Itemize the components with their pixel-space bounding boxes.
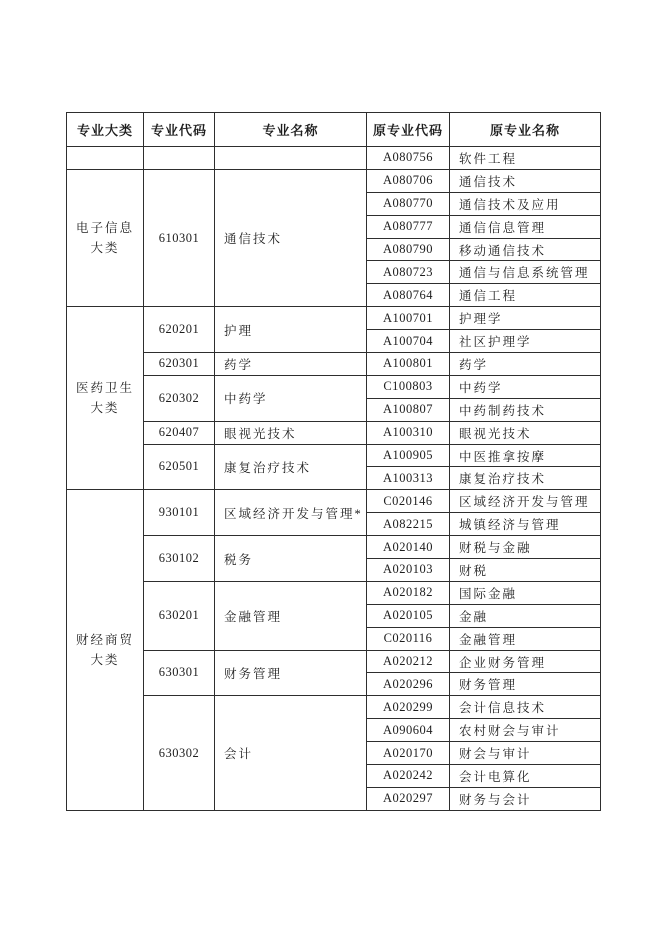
category-cell (67, 307, 144, 490)
old-code-cell: A100807 (367, 398, 450, 421)
old-name-cell: 药学 (450, 353, 601, 376)
category-line: 大类 (90, 241, 120, 256)
category-line: 医药卫生 (75, 381, 134, 396)
category-cell (67, 169, 144, 306)
old-code-cell: A080770 (367, 192, 450, 215)
old-name-cell: 眼视光技术 (450, 421, 601, 444)
category-line: 大类 (90, 653, 120, 668)
category-line: 大类 (90, 401, 120, 416)
major-name-cell: 药学 (215, 353, 367, 376)
old-name-cell: 财会与审计 (450, 742, 601, 765)
old-name-cell: 农村财会与审计 (450, 719, 601, 742)
table-row (67, 147, 601, 170)
majors-table-body (67, 147, 601, 811)
old-name-cell: 金融管理 (450, 627, 601, 650)
old-code-cell: A080723 (367, 261, 450, 284)
category-line: 电子信息 (75, 221, 134, 236)
old-name-cell: 通信技术 (450, 169, 601, 192)
major-name-cell: 康复治疗技术 (215, 444, 367, 490)
category-cell (67, 147, 144, 170)
old-code-cell: A020212 (367, 650, 450, 673)
major-code-cell: 630301 (144, 650, 215, 696)
old-name-cell: 社区护理学 (450, 330, 601, 353)
major-code-cell: 620501 (144, 444, 215, 490)
major-name-cell: 金融管理 (215, 581, 367, 650)
old-name-cell: 中药学 (450, 375, 601, 398)
old-name-cell: 财务与会计 (450, 787, 601, 810)
old-code-cell: C100803 (367, 375, 450, 398)
table-row (67, 696, 601, 719)
category-cell (67, 490, 144, 810)
old-code-cell: A020299 (367, 696, 450, 719)
major-code-cell: 620201 (144, 307, 215, 353)
old-name-cell: 财税与金融 (450, 536, 601, 559)
table-row (67, 375, 601, 398)
old-code-cell: A100310 (367, 421, 450, 444)
old-name-cell: 区域经济开发与管理 (450, 490, 601, 513)
old-name-cell: 中医推拿按摩 (450, 444, 601, 467)
major-name-cell: 通信技术 (215, 169, 367, 306)
major-code-mapping-table (66, 112, 601, 811)
major-name-cell: 会计 (215, 696, 367, 810)
table-header-row (67, 113, 601, 147)
old-code-cell: A020182 (367, 581, 450, 604)
major-code-cell: 630102 (144, 536, 215, 582)
major-name-cell: 财务管理 (215, 650, 367, 696)
old-code-cell: A080756 (367, 147, 450, 170)
old-code-cell: A020140 (367, 536, 450, 559)
major-name-cell: 税务 (215, 536, 367, 582)
old-code-cell: A080706 (367, 169, 450, 192)
old-name-cell: 会计电算化 (450, 765, 601, 788)
old-code-cell: A020105 (367, 604, 450, 627)
old-name-cell: 财务管理 (450, 673, 601, 696)
table-row (67, 353, 601, 376)
old-name-cell: 移动通信技术 (450, 238, 601, 261)
header-cell-old-code: 原专业代码 (367, 113, 450, 147)
table-row (67, 169, 601, 192)
major-name-cell: 区域经济开发与管理* (215, 490, 367, 536)
category-line: 财经商贸 (75, 633, 134, 648)
old-name-cell: 护理学 (450, 307, 601, 330)
table-row (67, 536, 601, 559)
old-code-cell: C020116 (367, 627, 450, 650)
old-code-cell: A100701 (367, 307, 450, 330)
major-code-cell: 630302 (144, 696, 215, 810)
old-code-cell: A020170 (367, 742, 450, 765)
old-name-cell: 康复治疗技术 (450, 467, 601, 490)
old-code-cell: A080777 (367, 215, 450, 238)
table-row (67, 650, 601, 673)
major-code-cell: 930101 (144, 490, 215, 536)
major-name-cell: 眼视光技术 (215, 421, 367, 444)
table-row (67, 307, 601, 330)
table-row (67, 581, 601, 604)
old-name-cell: 城镇经济与管理 (450, 513, 601, 536)
old-code-cell: A090604 (367, 719, 450, 742)
major-name-cell: 护理 (215, 307, 367, 353)
old-name-cell: 软件工程 (450, 147, 601, 170)
old-code-cell: C020146 (367, 490, 450, 513)
major-name-cell (215, 147, 367, 170)
old-code-cell: A080790 (367, 238, 450, 261)
old-name-cell: 通信信息管理 (450, 215, 601, 238)
old-name-cell: 通信技术及应用 (450, 192, 601, 215)
old-code-cell: A100801 (367, 353, 450, 376)
major-code-cell (144, 147, 215, 170)
major-code-cell: 610301 (144, 169, 215, 306)
old-code-cell: A020296 (367, 673, 450, 696)
major-code-cell: 620407 (144, 421, 215, 444)
old-name-cell: 金融 (450, 604, 601, 627)
old-code-cell: A020297 (367, 787, 450, 810)
old-name-cell: 国际金融 (450, 581, 601, 604)
header-cell-old-name: 原专业名称 (450, 113, 601, 147)
old-name-cell: 企业财务管理 (450, 650, 601, 673)
table-row (67, 490, 601, 513)
old-name-cell: 会计信息技术 (450, 696, 601, 719)
old-code-cell: A100313 (367, 467, 450, 490)
header-cell-category: 专业大类 (67, 113, 144, 147)
old-name-cell: 通信与信息系统管理 (450, 261, 601, 284)
old-code-cell: A080764 (367, 284, 450, 307)
old-code-cell: A100704 (367, 330, 450, 353)
old-code-cell: A020103 (367, 559, 450, 582)
major-code-cell: 620302 (144, 375, 215, 421)
old-code-cell: A100905 (367, 444, 450, 467)
old-code-cell: A082215 (367, 513, 450, 536)
old-code-cell: A020242 (367, 765, 450, 788)
table-row (67, 421, 601, 444)
old-name-cell: 中药制药技术 (450, 398, 601, 421)
major-name-cell: 中药学 (215, 375, 367, 421)
major-code-cell: 620301 (144, 353, 215, 376)
old-name-cell: 财税 (450, 559, 601, 582)
old-name-cell: 通信工程 (450, 284, 601, 307)
header-cell-code: 专业代码 (144, 113, 215, 147)
table-row (67, 444, 601, 467)
major-code-cell: 630201 (144, 581, 215, 650)
header-cell-name: 专业名称 (215, 113, 367, 147)
